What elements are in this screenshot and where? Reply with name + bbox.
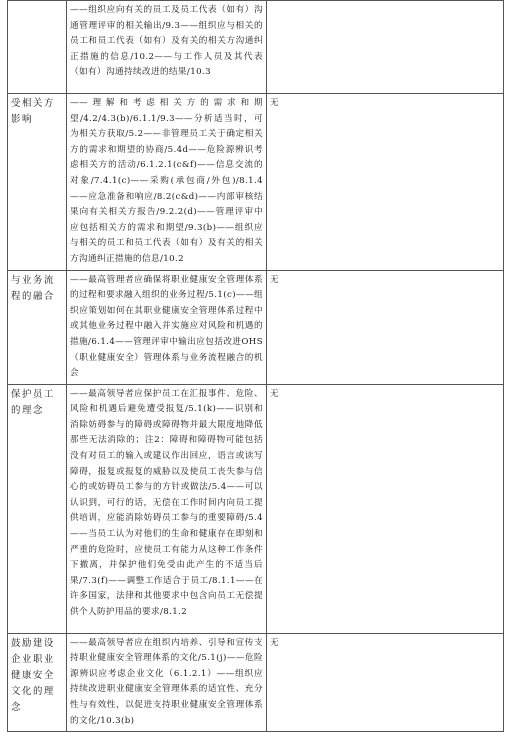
row-note	[267, 1, 504, 94]
table-row	[8, 270, 504, 384]
row-label: 与业务流程的融合	[8, 270, 67, 384]
row-label: 保护员工的理念	[8, 384, 67, 633]
row-note: 无	[267, 384, 504, 633]
row-note: 无	[267, 94, 504, 271]
row-note: 无	[267, 270, 504, 384]
row-content: ——最高领导者应保护员工在汇报事件、危险、风险和机遇后避免遭受报复/5.1(k)——识别和消除妨碍参与的障碍或障碍物并最大限度地降低那些无法消除的；注2：障碍和障碍物可能包括没有对员工的输入或建议作出回应，语言或读写障碍，报复或报复的威胁以及使员工丧失参与信心的或妨碍员工参与的方针或做法/5.4——可以认识到，可行的话，无偿在工作时间内向员工提供培训，应能消除妨碍员工参与的重要障碍/5.4——当员工认为对他们的生命和健康存在即刻和严重的危险时，应使员工有能力从这种工作条件下撤离，并保护他们免受由此产生的不适当后果/7.3(f)——调整工作适合于员工/8.1.1——在许多国家，法律和其他要求中包含向员工无偿提供个人防护用品的要求/8.1.2	[67, 384, 267, 633]
row-label: 受相关方影响	[8, 94, 67, 271]
table-row	[8, 633, 504, 732]
row-content: ——最高领导者应在组织内培养、引导和宣传支持职业健康安全管理体系的文化/5.1(j)——危险源辨识应考虑企业文化（6.1.2.1）——组织应持续改进职业健康安全管理体系的适宜性、充分性与有效性，以促进支持职业健康安全管理体系的文化/10.3(b)	[67, 633, 267, 732]
requirements-table	[7, 0, 504, 732]
row-content: ——组织应向有关的员工及员工代表（如有）沟通管理评审的相关输出/9.3——组织应与相关的员工和员工代表（如有）及有关的相关方沟通纠正措施的信息/10.2——与工作人员及其代表（如有）沟通持续改进的结果/10.3	[67, 1, 267, 94]
table-row	[8, 1, 504, 94]
table-row	[8, 94, 504, 271]
table-row	[8, 384, 504, 633]
row-content: ——最高管理者应确保将职业健康安全管理体系的过程和要求融入组织的业务过程/5.1(c)——组织应策划如何在其职业健康安全管理体系过程中或其他业务过程中融入并实施应对风险和机遇的措施/6.1.4——管理评审中输出应包括改进OHS（职业健康安全）管理体系与业务流程融合的机会	[67, 270, 267, 384]
row-note: 无	[267, 633, 504, 732]
row-label	[8, 1, 67, 94]
row-label: 鼓励建设企业职业健康安全文化的理念	[8, 633, 67, 732]
row-content: ——理解和考虑相关方的需求和期望/4.2/4.3(b)/6.1.1/9.3——分析适当时，可为相关方获取/5.2——非管理员工关于确定相关方的需求和期望的协商/5.4d——危险源辨识考虑相关方的活动/6.1.2.1(c&f)——信息交流的对象/7.4.1(c)——采购(承包商/外包)/8.1.4——应急准备和响应/8.2(c&d)——内部审核结果向有关相关方报告/9.2.2(d)——管理评审中应包括相关方的需求和期望/9.3(b)——组织应与相关的员工和员工代表（如有）及有关的相关方沟通纠正措施的信息/10.2	[67, 94, 267, 271]
